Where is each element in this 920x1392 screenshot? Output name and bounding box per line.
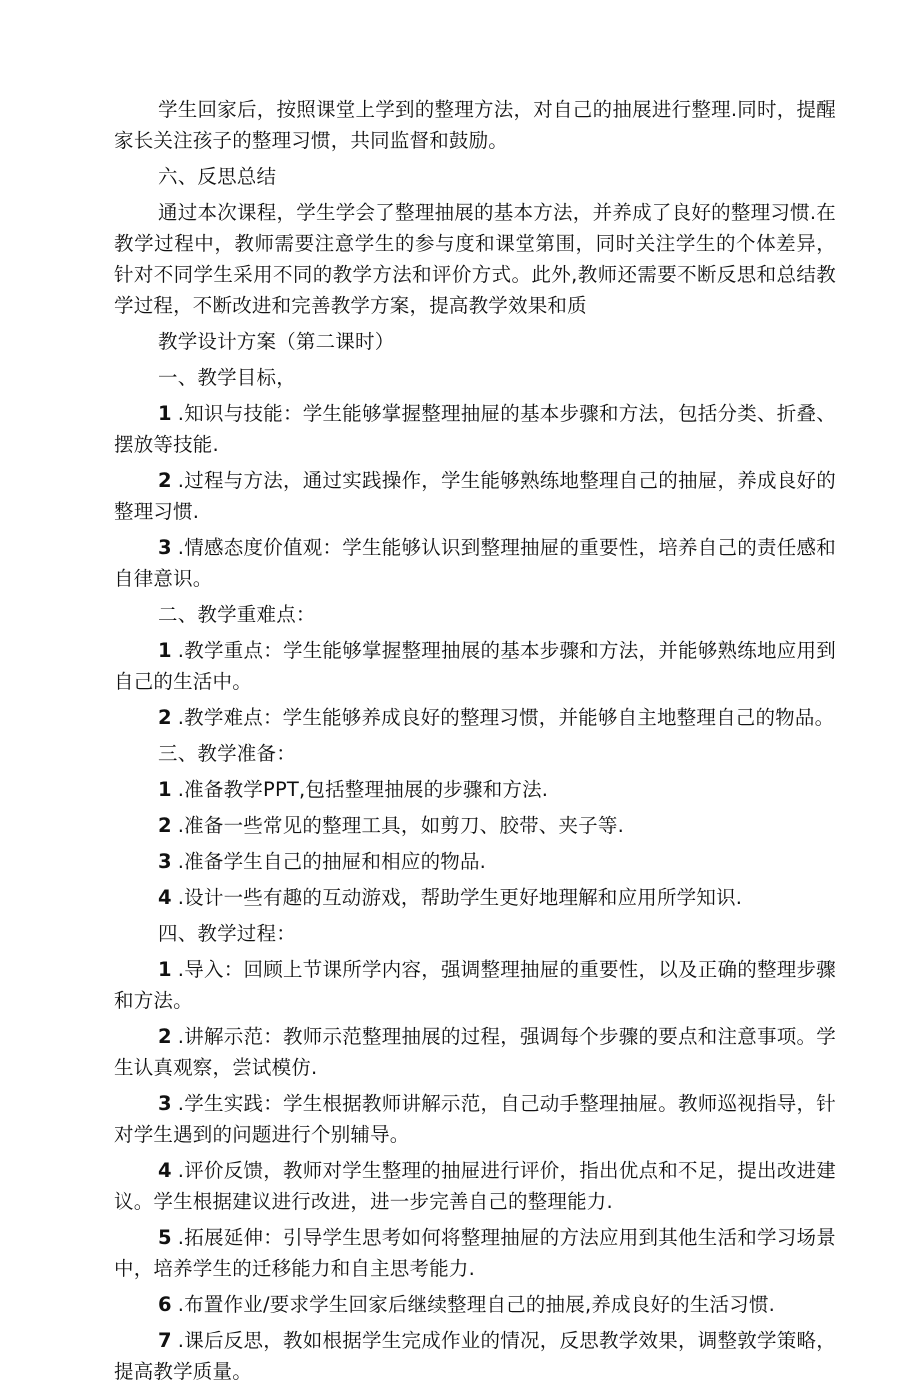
item-number: 5 [158,1226,172,1249]
item-number: 2 [158,814,172,837]
item-number: 1 [158,958,172,981]
paragraph: 通过本次课程，学生学会了整理抽展的基本方法，并养成了良好的整理习惯.在教学过程中，教师需要注意学生的参与度和课堂第围，同时关注学生的个体差异，针对不同学生采用不同的教学方法和评价方式。此外,教师还需要不断反思和总结教学过程，不断改进和完善教学方案，提高教学效果和质 [114,201,836,317]
list-item [114,398,836,460]
list-item [114,954,836,1016]
list-item [114,810,836,841]
item-text: .评价反馈，教师对学生整理的抽屉进行评价，指出优点和不足，提出改进建议。学生根据建议进行改进，进一步完善自己的整理能力. [114,1159,836,1213]
item-number: 2 [158,469,172,492]
item-number: 3 [158,536,172,559]
item-text: .导入：回顾上节课所学内容，强调整理抽屉的重要性，以及正确的整理步骤和方法。 [114,958,836,1012]
item-number: 4 [158,886,172,909]
item-text: .布置作业/要求学生回家后继续整理自己的抽展,养成良好的生活习惯. [177,1293,776,1316]
list-item [114,1289,836,1320]
item-number: 4 [158,1159,172,1182]
list-item [114,1222,836,1284]
document-body [114,94,836,1392]
list-item [114,635,836,697]
item-text: .准备学生自己的抽屉和相应的物品. [177,850,487,873]
item-text: .课后反思，教如根据学生完成作业的情况，反思教学效果，调整敦学策略，提高教学质量。 [114,1329,836,1383]
list-item [114,465,836,527]
list-item [114,532,836,594]
item-text: .学生实践：学生根据教师讲解示范，自己动手整理抽屉。教师巡视指导，针对学生遇到的问题进行个别辅导。 [114,1092,836,1146]
item-text: .设计一些有趣的互动游戏，帮助学生更好地理解和应用所学知识. [177,886,743,909]
section-heading: 三、教学准备： [158,742,296,765]
item-number: 3 [158,850,172,873]
section-heading: 二、教学重难点： [158,603,316,626]
item-number: 1 [158,639,172,662]
list-item [114,846,836,877]
item-number: 1 [158,778,172,801]
item-text: .教学重点：学生能够掌握整理抽展的基本步骤和方法，并能够熟练地应用到自己的生活中。 [114,639,836,693]
item-number: 3 [158,1092,172,1115]
list-item [114,1325,836,1387]
item-text: .教学难点：学生能够养成良好的整理习惯，并能够自主地整理自己的物品。 [177,706,835,729]
item-text: .知识与技能：学生能够掌握整理抽屉的基本步骤和方法，包括分类、折叠、摆放等技能. [114,402,836,456]
section-heading: 一、教学目标， [158,366,296,389]
item-text: .拓展延伸：引导学生思考如何将整理抽屉的方法应用到其他生活和学习场景中，培养学生的迁移能力和自主思考能力. [114,1226,836,1280]
item-number: 2 [158,706,172,729]
item-text: .讲解示范：教师示范整理抽展的过程，强调每个步骤的要点和注意事项。学生认真观察，尝试模仿. [114,1025,836,1079]
item-text: .准备一些常见的整理工具，如剪刀、胶带、夹子等. [177,814,624,837]
item-text: .情感态度价值观：学生能够认识到整理抽屉的重要性，培养自己的责任感和自律意识。 [114,536,836,590]
item-number: 6 [158,1293,172,1316]
list-item [114,702,836,733]
item-text: .准备教学PPT,包括整理抽展的步骤和方法. [177,778,549,801]
item-text: .过程与方法，通过实践操作，学生能够熟练地整理自己的抽屉，养成良好的整理习惯. [114,469,836,523]
list-item [114,1088,836,1150]
list-item [114,774,836,805]
item-number: 2 [158,1025,172,1048]
list-item [114,1021,836,1083]
section-heading: 四、教学过程： [158,922,296,945]
paragraph: 学生回家后，按照课堂上学到的整理方法，对自己的抽展进行整理.同时，提醒家长关注孩子的整理习惯，共同监督和鼓励。 [114,98,836,152]
item-number: 7 [158,1329,172,1352]
section-heading: 教学设计方案（第二课时） [158,330,395,353]
list-item [114,882,836,913]
section-heading: 六、反思总结 [158,165,277,188]
list-item [114,1155,836,1217]
item-number: 1 [158,402,172,425]
